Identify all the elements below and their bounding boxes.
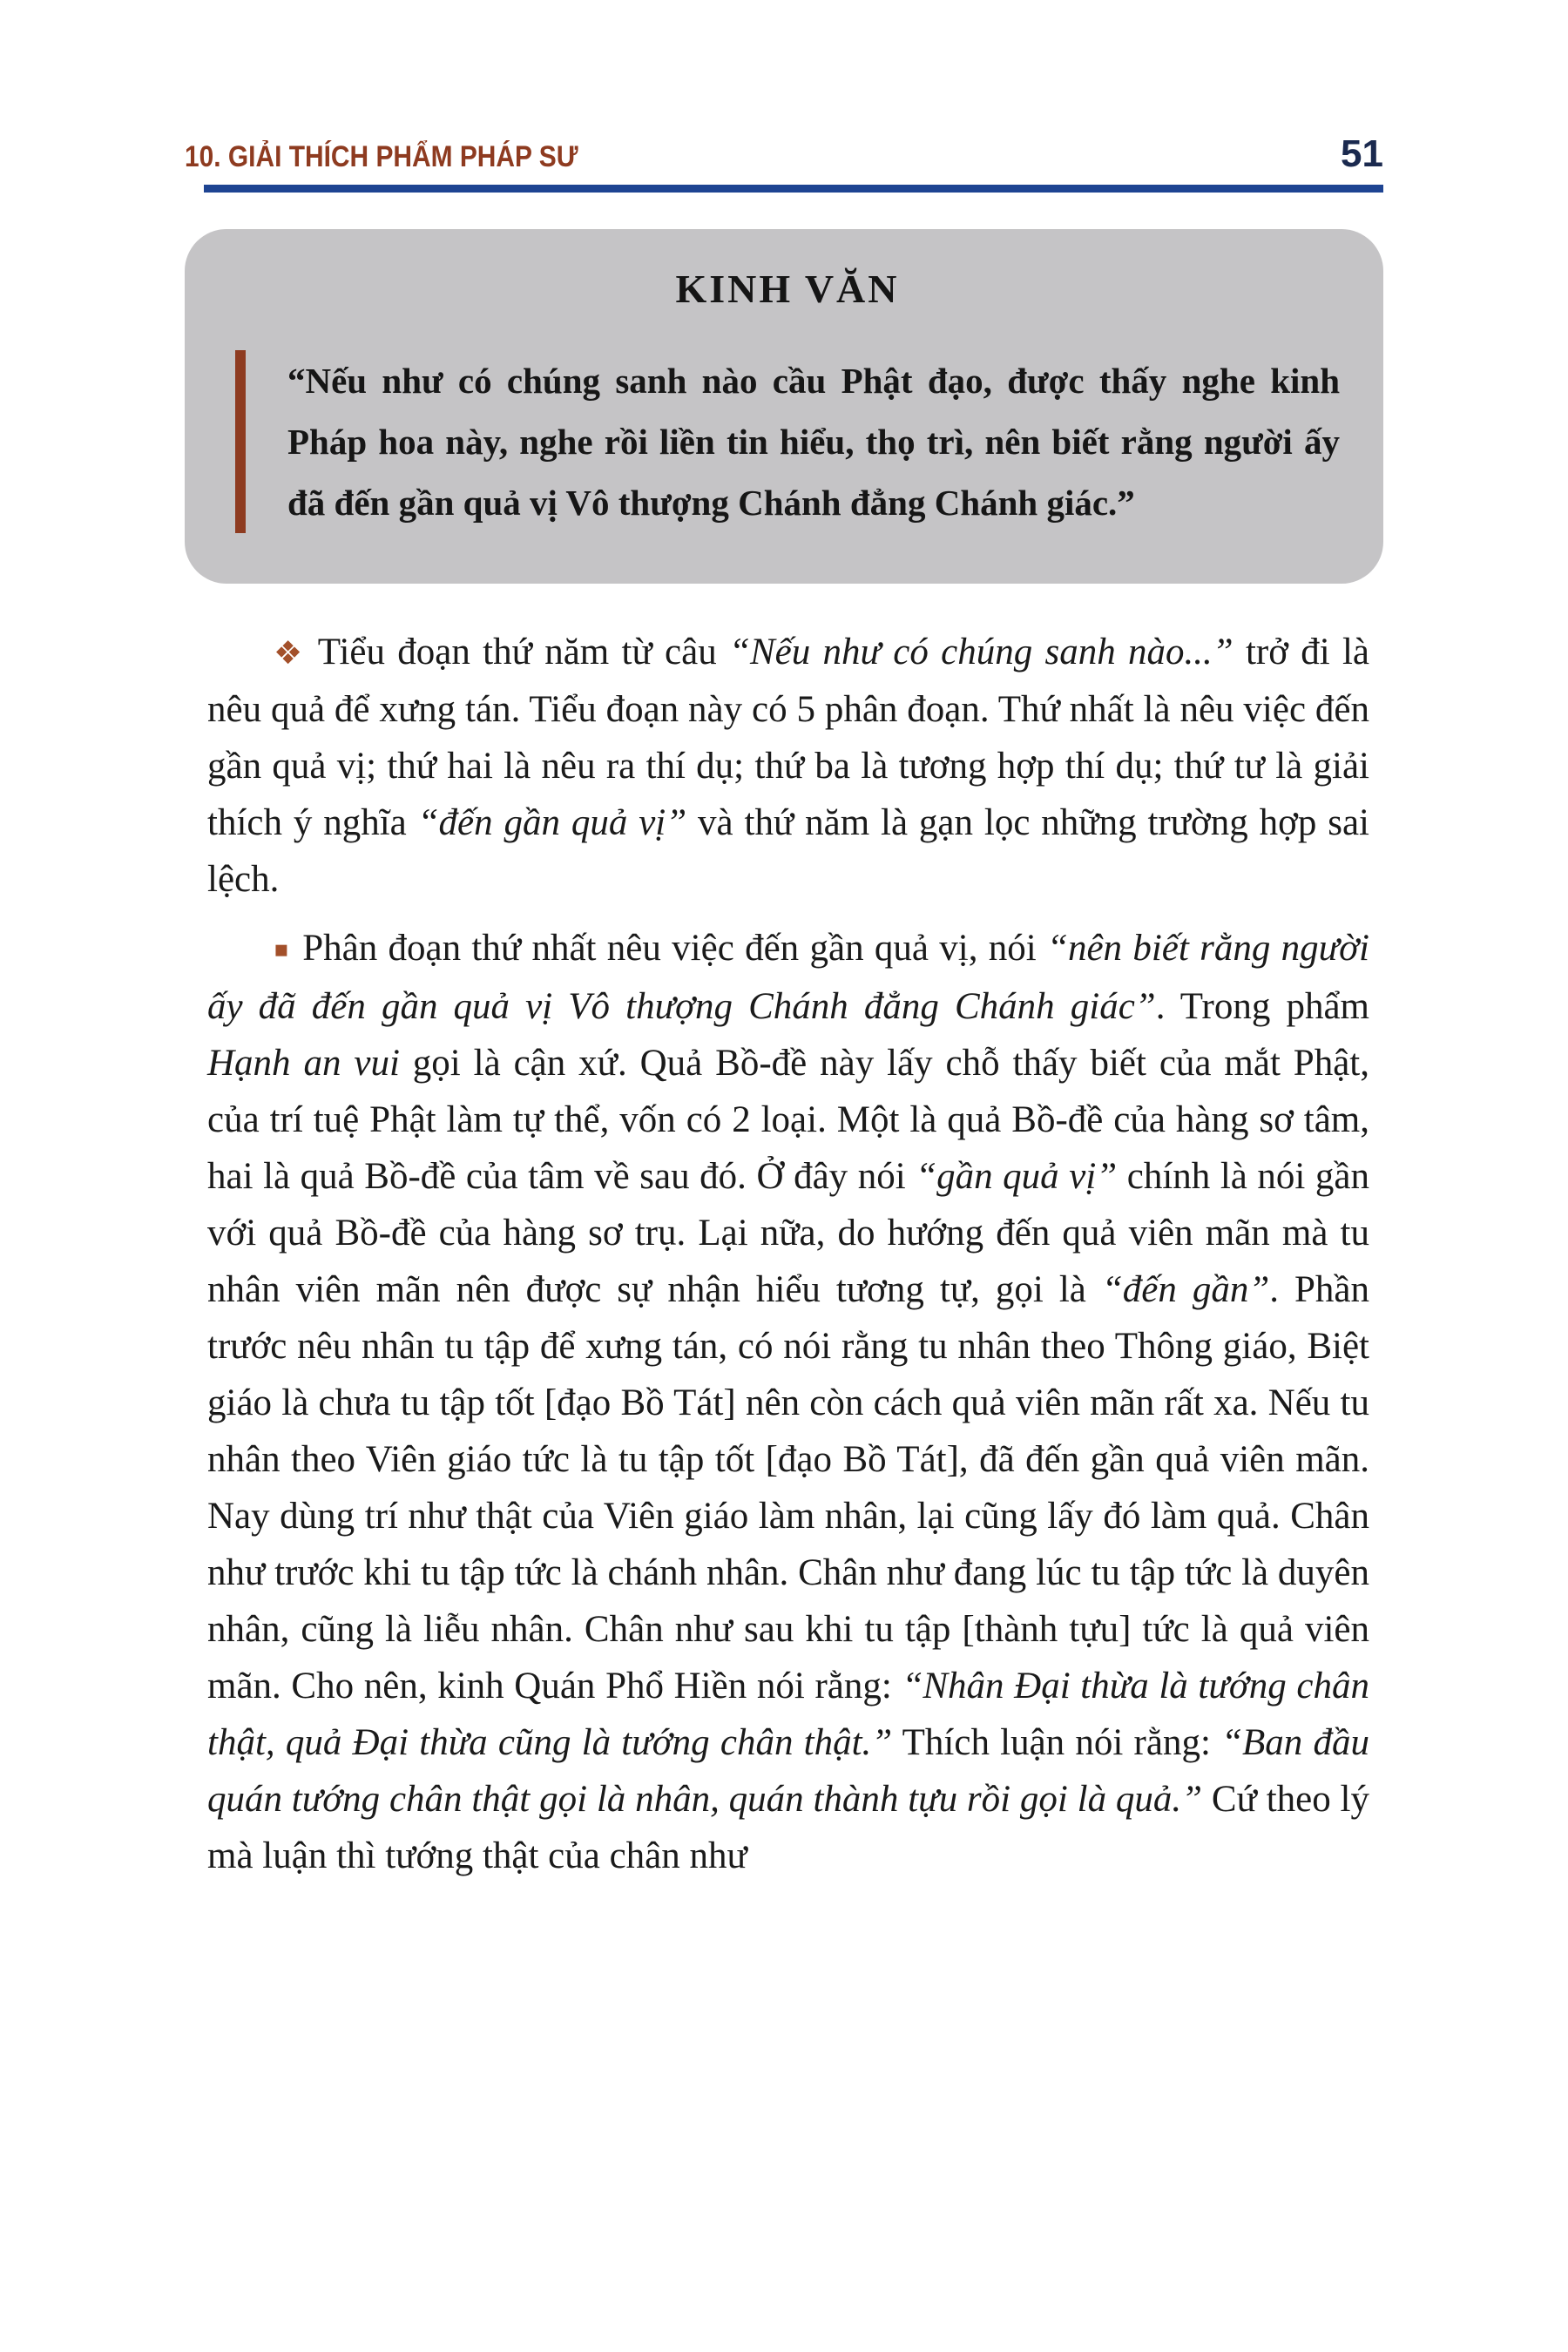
four-diamonds-bullet-icon: ❖ [274,634,306,672]
commentary-paragraph-1 [207,624,1369,908]
running-header-title: 10. GIẢI THÍCH PHẨM PHÁP SƯ [185,140,578,173]
page-header [185,132,1383,193]
paragraph-2-text: Phân đoạn thứ nhất nêu việc đến gần quả vị, nói “nên biết rằng người ấy đã đến gần quả vị Vô thượng Chánh đẳng Chánh giác”. Trong phẩm Hạnh an vui gọi là cận xứ. Quả Bồ-đề này lấy chỗ thấy biết của mắt Phật, của trí tuệ Phật làm tự thể, vốn có 2 loại. Một là quả Bồ-đề của hàng sơ tâm, hai là quả Bồ-đề của tâm về sau đó. Ở đây nói “gần quả vị” chính là nói gần với quả Bồ-đề của hàng sơ trụ. Lại nữa, do hướng đến quả viên mãn mà tu nhân viên mãn nên được sự nhận hiểu tương tự, gọi là “đến gần”. Phần trước nêu nhân tu tập để xưng tán, có nói rằng tu nhân theo Thông giáo, Biệt giáo là chưa tu tập tốt [đạo Bồ Tát] nên còn cách quả viên mãn rất xa. Nếu tu nhân theo Viên giáo tức là tu tập tốt [đạo Bồ Tát], đã đến gần quả viên mãn. Nay dùng trí như thật của Viên giáo làm nhân, lại cũng lấy đó làm quả. Chân như trước khi tu tập tức là chánh nhân. Chân như đang lúc tu tập tức là duyên nhân, cũng là liễu nhân. Chân như sau khi tu tập [thành tựu] tức là quả viên mãn. Cho nên, kinh Quán Phổ Hiền nói rằng: “Nhân Đại thừa là tướng chân thật, quả Đại thừa cũng là tướng chân thật.” Thích luận nói rằng: “Ban đầu quán tướng chân thật gọi là nhân, quán thành tựu rồi gọi là quả.” Cứ theo lý mà luận thì tướng thật của chân như [207,928,1370,1876]
paragraph-1-text: Tiểu đoạn thứ năm từ câu “Nếu như có chúng sanh nào...” trở đi là nêu quả để xưng tán. Tiểu đoạn này có 5 phân đoạn. Thứ nhất là nêu việc đến gần quả vị; thứ hai là nêu ra thí dụ; thứ ba là tương hợp thí dụ; thứ tư là giải thích ý nghĩa “đến gần quả vị” và thứ năm là gạn lọc những trường hợp sai lệch. [207,632,1370,900]
scripture-box-title: KINH VĂN [675,267,900,311]
scripture-quote-text: “Nếu như có chúng sanh nào cầu Phật đạo, được thấy nghe kinh Pháp hoa này, nghe rồi liền tin hiểu, thọ trì, nên biết rằng người ấy đã đến gần quả vị Vô thượng Chánh đẳng Chánh giác.” [287,361,1340,523]
commentary-paragraph-2 [207,920,1369,1884]
scripture-box [185,229,1383,584]
scripture-quote-row [235,350,1340,533]
square-bullet-icon: ▪ [274,936,291,963]
quote-accent-bar [235,350,246,533]
page-number: 51 [1341,132,1383,175]
commentary-body [185,624,1383,1884]
header-rule [204,185,1383,193]
